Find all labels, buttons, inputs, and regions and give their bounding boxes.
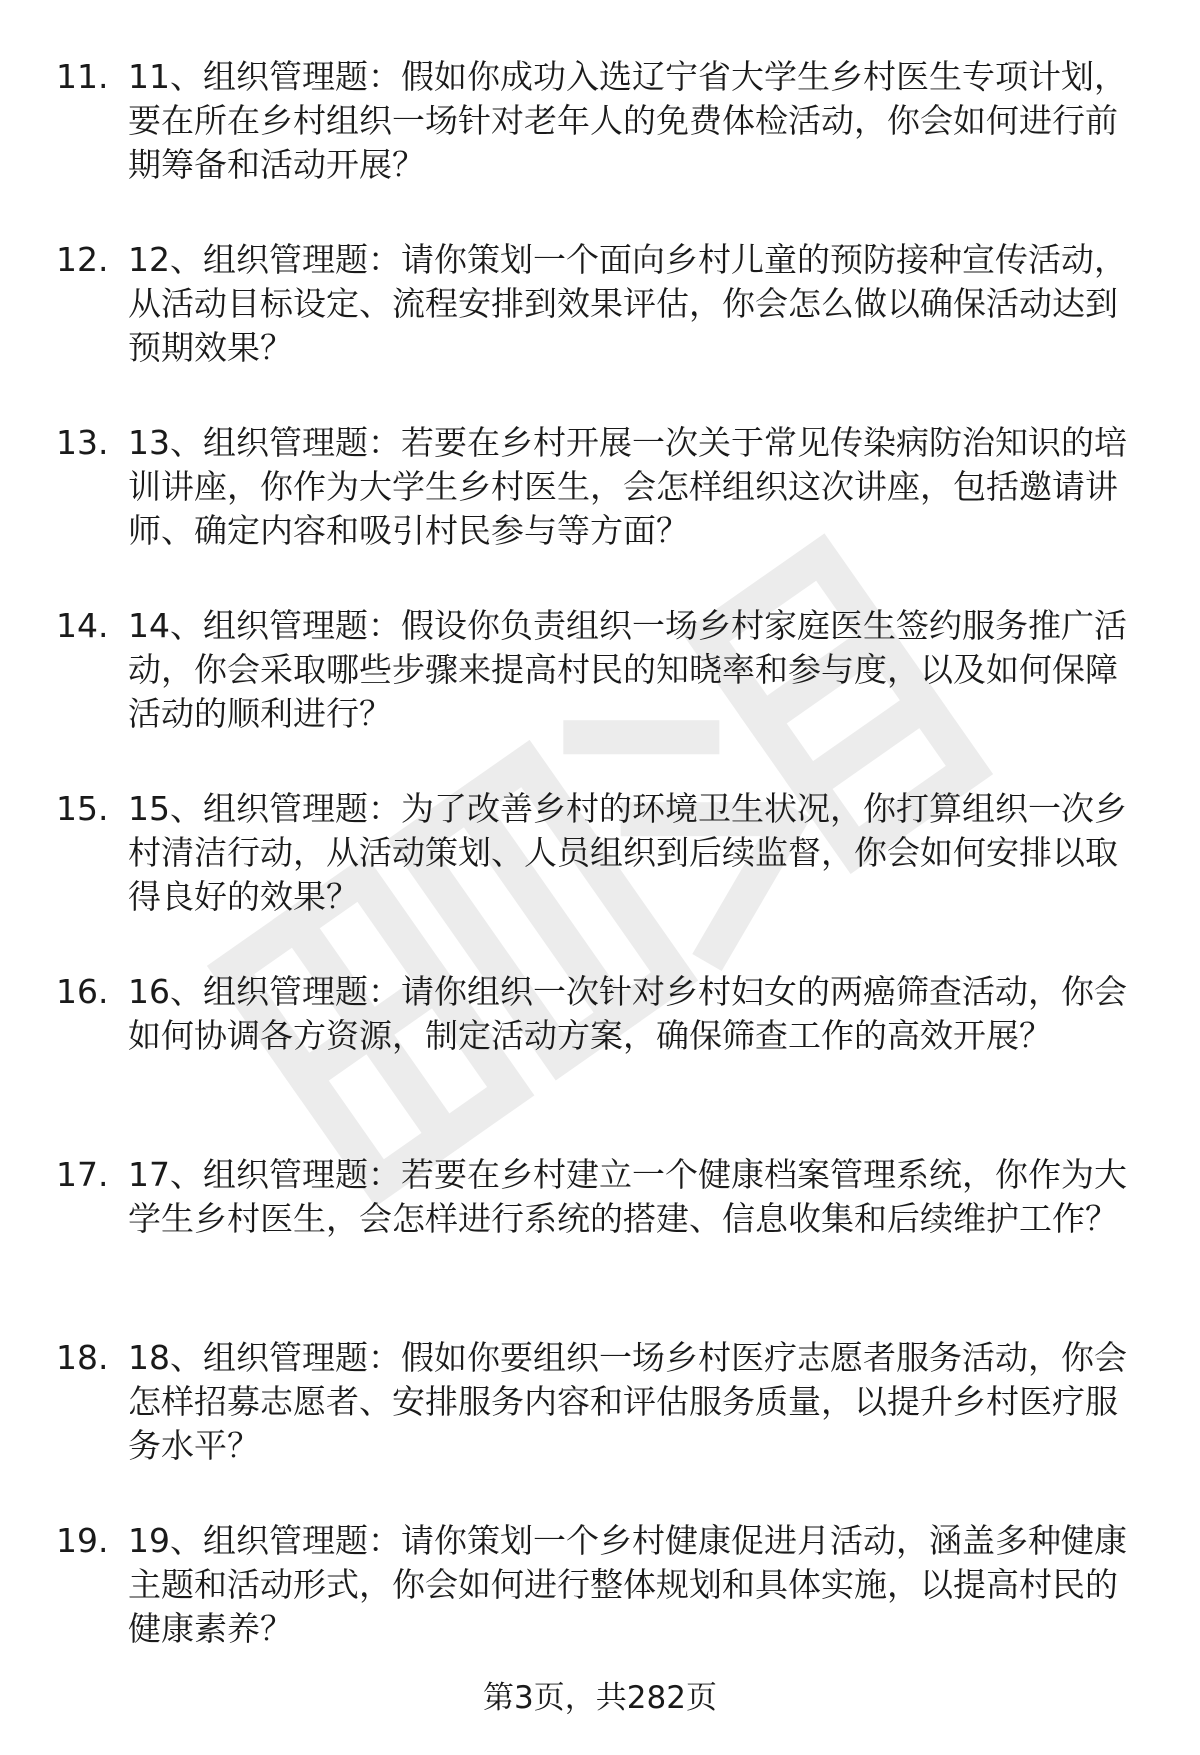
question-text: 19、组织管理题：请你策划一个乡村健康促进月活动，涵盖多种健康主题和活动形式，你会如何进行整体规划和具体实施，以提高村民的健康素养？	[128, 1521, 1127, 1648]
question-list	[0, 55, 1200, 1702]
question-text: 15、组织管理题：为了改善乡村的环境卫生状况，你打算组织一次乡村清洁行动，从活动策划、人员组织到后续监督，你会如何安排以取得良好的效果？	[128, 789, 1127, 916]
question-text: 12、组织管理题：请你策划一个面向乡村儿童的预防接种宣传活动，从活动目标设定、流程安排到效果评估，你会怎么做以确保活动达到预期效果？	[128, 240, 1127, 367]
question-item	[0, 604, 1200, 787]
question-item	[0, 970, 1200, 1153]
question-number: 13.	[56, 423, 109, 462]
question-item	[0, 1153, 1200, 1336]
question-item	[0, 238, 1200, 421]
question-number: 18.	[56, 1338, 109, 1377]
page-footer: 第3页，共282页	[483, 1680, 717, 1716]
question-item	[0, 421, 1200, 604]
question-item	[0, 1336, 1200, 1519]
question-text: 14、组织管理题：假设你负责组织一场乡村家庭医生签约服务推广活动，你会采取哪些步骤来提高村民的知晓率和参与度，以及如何保障活动的顺利进行？	[128, 606, 1127, 733]
question-number: 12.	[56, 240, 109, 279]
question-text: 16、组织管理题：请你组织一次针对乡村妇女的两癌筛查活动，你会如何协调各方资源，制定活动方案，确保筛查工作的高效开展？	[128, 972, 1127, 1055]
question-item	[0, 55, 1200, 238]
question-number: 17.	[56, 1155, 109, 1194]
question-number: 15.	[56, 789, 109, 828]
question-number: 14.	[56, 606, 109, 645]
question-text: 11、组织管理题：假如你成功入选辽宁省大学生乡村医生专项计划，要在所在乡村组织一场针对老年人的免费体检活动，你会如何进行前期筹备和活动开展？	[128, 57, 1127, 184]
question-number: 11.	[56, 57, 109, 96]
question-number: 19.	[56, 1521, 109, 1560]
question-text: 13、组织管理题：若要在乡村开展一次关于常见传染病防治知识的培训讲座，你作为大学生乡村医生，会怎样组织这次讲座，包括邀请讲师、确定内容和吸引村民参与等方面？	[128, 423, 1127, 550]
question-text: 18、组织管理题：假如你要组织一场乡村医疗志愿者服务活动，你会怎样招募志愿者、安排服务内容和评估服务质量，以提升乡村医疗服务水平？	[128, 1338, 1127, 1465]
question-item	[0, 787, 1200, 970]
question-text: 17、组织管理题：若要在乡村建立一个健康档案管理系统，你作为大学生乡村医生，会怎样进行系统的搭建、信息收集和后续维护工作？	[128, 1155, 1127, 1238]
question-number: 16.	[56, 972, 109, 1011]
question-item	[0, 1519, 1200, 1702]
